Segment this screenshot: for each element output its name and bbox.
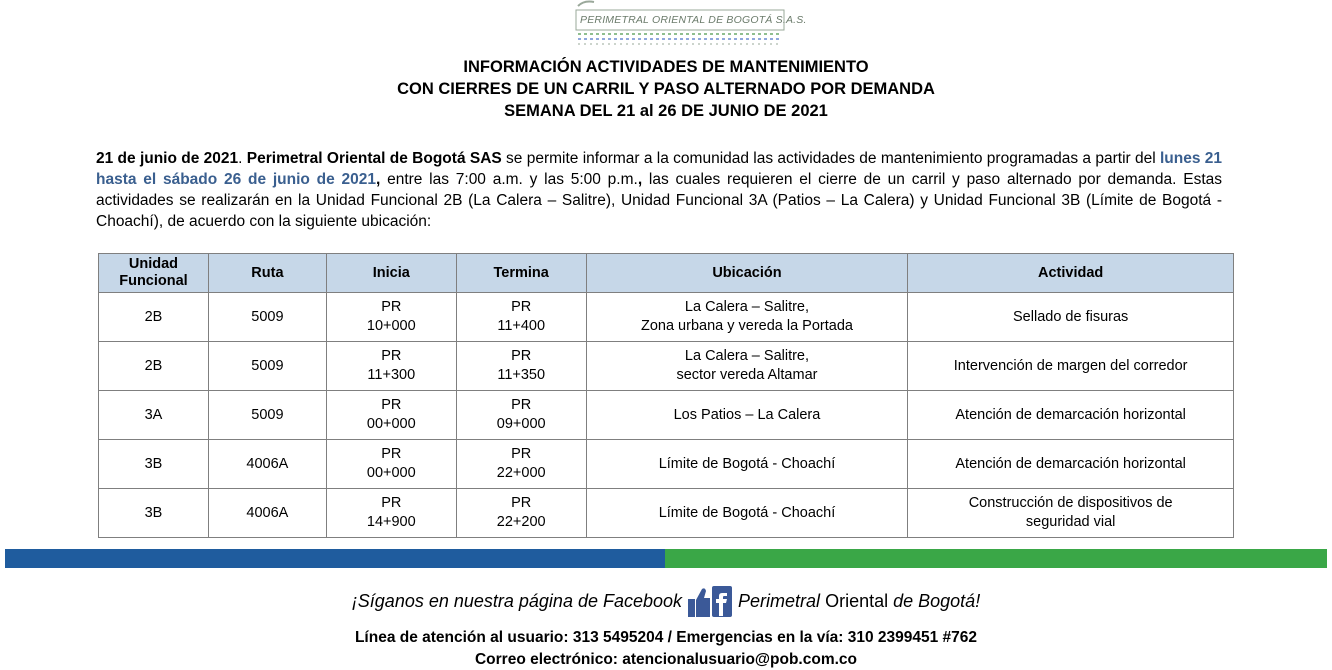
cell-termina: PR 11+400 (456, 293, 586, 342)
facebook-text-2: Perimetral (738, 590, 821, 611)
cell-unidad: 3B (99, 489, 209, 538)
cell-actividad: Atención de demarcación horizontal (908, 391, 1234, 440)
table-row (99, 489, 1234, 538)
cell-ubicacion: La Calera – Salitre, Zona urbana y vereda la Portada (586, 293, 908, 342)
cell-ubicacion: Los Patios – La Calera (586, 391, 908, 440)
cell-unidad: 2B (99, 342, 209, 391)
cell-inicia: PR 00+000 (326, 440, 456, 489)
cell-inicia: PR 00+000 (326, 391, 456, 440)
cell-inicia: PR 10+000 (326, 293, 456, 342)
cell-termina: PR 11+350 (456, 342, 586, 391)
col-header-actividad: Actividad (908, 254, 1234, 293)
table-row (99, 293, 1234, 342)
cell-inicia: PR 11+300 (326, 342, 456, 391)
maintenance-schedule-table (98, 253, 1234, 538)
table-header-row (99, 254, 1234, 293)
cell-ubicacion: Límite de Bogotá - Choachí (586, 440, 908, 489)
cell-termina: PR 22+000 (456, 440, 586, 489)
facebook-text-1: ¡Síganos en nuestra página de Facebook (351, 590, 683, 611)
table-row (99, 342, 1234, 391)
intro-comma: , (376, 171, 381, 188)
intro-date: 21 de junio de 2021 (96, 150, 239, 167)
intro-sep: . (238, 150, 247, 167)
cell-ruta: 5009 (208, 293, 326, 342)
footer-divider-green (665, 549, 1327, 568)
intro-date-range: lunes 21 hasta el sábado 26 de junio de 2021 (96, 150, 1223, 188)
intro-text-1: se permite informar a la comunidad las actividades de mantenimiento programadas a partir del (501, 150, 1160, 167)
table-row (99, 391, 1234, 440)
facebook-like-icon[interactable] (686, 585, 734, 619)
intro-text-2: entre las 7:00 a.m. y las 5:00 p.m. (380, 171, 638, 188)
col-header-ruta: Ruta (208, 254, 326, 293)
table-row (99, 440, 1234, 489)
cell-termina: PR 09+000 (456, 391, 586, 440)
col-header-unidad: Unidad Funcional (99, 254, 209, 293)
intro-company: Perimetral Oriental de Bogotá SAS (246, 150, 502, 167)
cell-unidad: 3A (99, 391, 209, 440)
cell-ruta: 4006A (208, 489, 326, 538)
cell-actividad: Atención de demarcación horizontal (908, 440, 1234, 489)
cell-ruta: 4006A (208, 440, 326, 489)
cell-termina: PR 22+200 (456, 489, 586, 538)
col-header-ubicacion: Ubicación (586, 254, 908, 293)
cell-actividad: Sellado de fisuras (908, 293, 1234, 342)
cell-unidad: 2B (99, 293, 209, 342)
intro-text-3: las cuales requieren el cierre de un carril y paso alternado por demanda. Estas actividades se realizarán en la Unidad Funcional 2B (La Calera – Salitre), Unidad Funcional 3A (Patios – La Calera) y Unidad Funcional 3B (Límite de Bogotá - Choachí), de acuerdo con la siguiente ubicación: (96, 171, 1222, 230)
cell-ruta: 5009 (208, 342, 326, 391)
cell-inicia: PR 14+900 (326, 489, 456, 538)
footer-divider-blue (5, 549, 665, 568)
contact-email-line: Correo electrónico: atencionalusuario@pob.com.co (474, 651, 857, 668)
cell-ruta: 5009 (208, 391, 326, 440)
page-title-line-3: SEMANA DEL 21 al 26 DE JUNIO DE 2021 (504, 102, 828, 120)
cell-actividad: Intervención de margen del corredor (908, 342, 1234, 391)
intro-comma-2: , (637, 171, 643, 188)
facebook-text-4: de Bogotá! (893, 590, 981, 611)
cell-unidad: 3B (99, 440, 209, 489)
cell-ubicacion: La Calera – Salitre, sector vereda Altamar (586, 342, 908, 391)
facebook-text-3: Oriental (825, 590, 889, 611)
company-logo-text: PERIMETRAL ORIENTAL DE BOGOTÁ S.A.S. (580, 14, 807, 26)
col-header-inicia: Inicia (326, 254, 456, 293)
cell-actividad: Construcción de dispositivos de seguridad vial (908, 489, 1234, 538)
cell-ubicacion: Límite de Bogotá - Choachí (586, 489, 908, 538)
facebook-line (0, 585, 1332, 619)
intro-paragraph (96, 148, 1222, 232)
col-header-termina: Termina (456, 254, 586, 293)
contact-phone-line: Línea de atención al usuario: 313 5495204 / Emergencias en la vía: 310 2399451 #762 (354, 629, 978, 646)
page-title-line-1: INFORMACIÓN ACTIVIDADES DE MANTENIMIENTO (463, 58, 869, 76)
page-title-line-2: CON CIERRES DE UN CARRIL Y PASO ALTERNADO POR DEMANDA (397, 80, 935, 98)
